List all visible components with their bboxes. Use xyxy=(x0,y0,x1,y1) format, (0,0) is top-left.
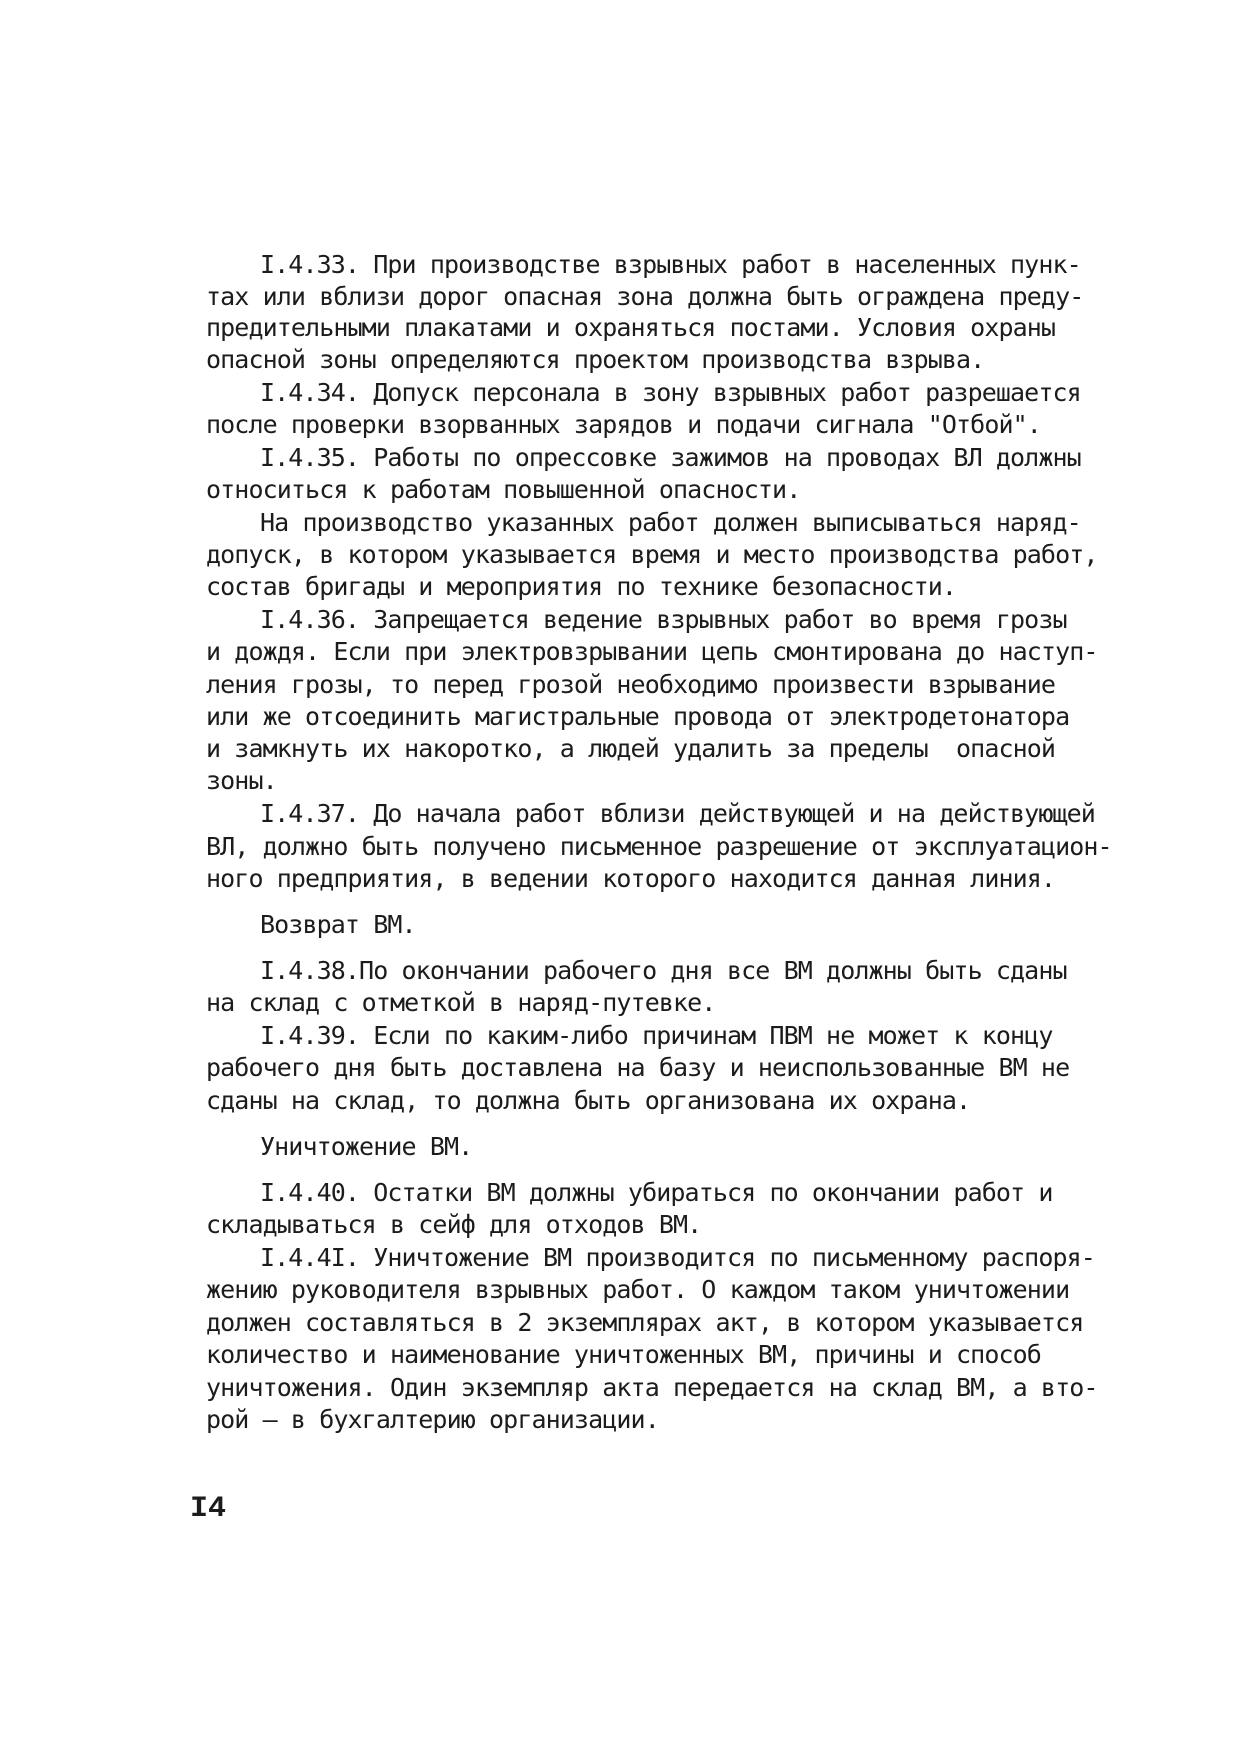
text-line: ВЛ, должно быть получено письменное разрешение от эксплуатацион- xyxy=(206,832,1112,861)
text-line: I.4.4I. Уничтожение ВМ производится по письменному распоря- xyxy=(260,1243,1095,1272)
text-line: и замкнуть их накоротко, а людей удалить за пределы опасной xyxy=(206,734,1056,763)
text-line: жению руководителя взрывных работ. О каждом таком уничтожении xyxy=(206,1275,1070,1304)
text-line: ления грозы, то перед грозой необходимо произвести взрывание xyxy=(206,670,1056,699)
text-line: или же отсоединить магистральные провода от электродетонатора xyxy=(206,702,1070,731)
text-line: опасной зоны определяются проектом производства взрыва. xyxy=(206,345,985,374)
section-heading: Уничтожение ВМ. xyxy=(260,1132,473,1161)
text-line: количество и наименование уничтоженных ВМ, причины и способ xyxy=(206,1340,1041,1369)
text-line: уничтожения. Один экземпляр акта передается на склад ВМ, а вто- xyxy=(206,1373,1098,1402)
text-line: зоны. xyxy=(206,766,277,795)
text-line: I.4.37. До начала работ вблизи действующей и на действующей xyxy=(260,799,1095,828)
text-line: допуск, в котором указывается время и место производства работ, xyxy=(206,540,1098,569)
text-line: ного предприятия, в ведении которого находится данная линия. xyxy=(206,864,1056,893)
text-line: складываться в сейф для отходов ВМ. xyxy=(206,1210,702,1239)
text-line: I.4.33. При производстве взрывных работ в населенных пунк- xyxy=(260,250,1081,279)
text-line: и дождя. Если при электровзрывании цепь смонтирована до наступ- xyxy=(206,637,1098,666)
text-line: состав бригады и мероприятия по технике безопасности. xyxy=(206,572,957,601)
text-line: относиться к работам повышенной опасности. xyxy=(206,475,801,504)
text-line: рой – в бухгалтерию организации. xyxy=(206,1405,659,1434)
text-line: На производство указанных работ должен выписываться наряд- xyxy=(260,508,1081,537)
text-line: на склад с отметкой в наряд-путевке. xyxy=(206,988,716,1017)
text-line: I.4.36. Запрещается ведение взрывных работ во время грозы xyxy=(260,605,1067,634)
text-line: сданы на склад, то должна быть организована их охрана. xyxy=(206,1086,971,1115)
text-line: I.4.39. Если по каким-либо причинам ПВМ не может к концу xyxy=(260,1021,1053,1050)
text-line: I.4.35. Работы по опрессовке зажимов на проводах ВЛ должны xyxy=(260,443,1081,472)
text-line: рабочего дня быть доставлена на базу и неиспользованные ВМ не xyxy=(206,1053,1070,1082)
text-line: I.4.40. Остатки ВМ должны убираться по окончании работ и xyxy=(260,1178,1053,1207)
text-line: после проверки взорванных зарядов и подачи сигнала "Отбой". xyxy=(206,410,1041,439)
text-line: I.4.38.По окончании рабочего дня все ВМ должны быть сданы xyxy=(260,956,1067,985)
section-heading: Возврат ВМ. xyxy=(260,910,416,939)
text-line: предительными плакатами и охраняться постами. Условия охраны xyxy=(206,313,1056,342)
text-line: I.4.34. Допуск персонала в зону взрывных работ разрешается xyxy=(260,378,1081,407)
page-number: I4 xyxy=(190,1492,227,1526)
text-line: тах или вблизи дорог опасная зона должна быть ограждена преду- xyxy=(206,282,1084,311)
text-line: должен составляться в 2 экземплярах акт, в котором указывается xyxy=(206,1308,1084,1337)
